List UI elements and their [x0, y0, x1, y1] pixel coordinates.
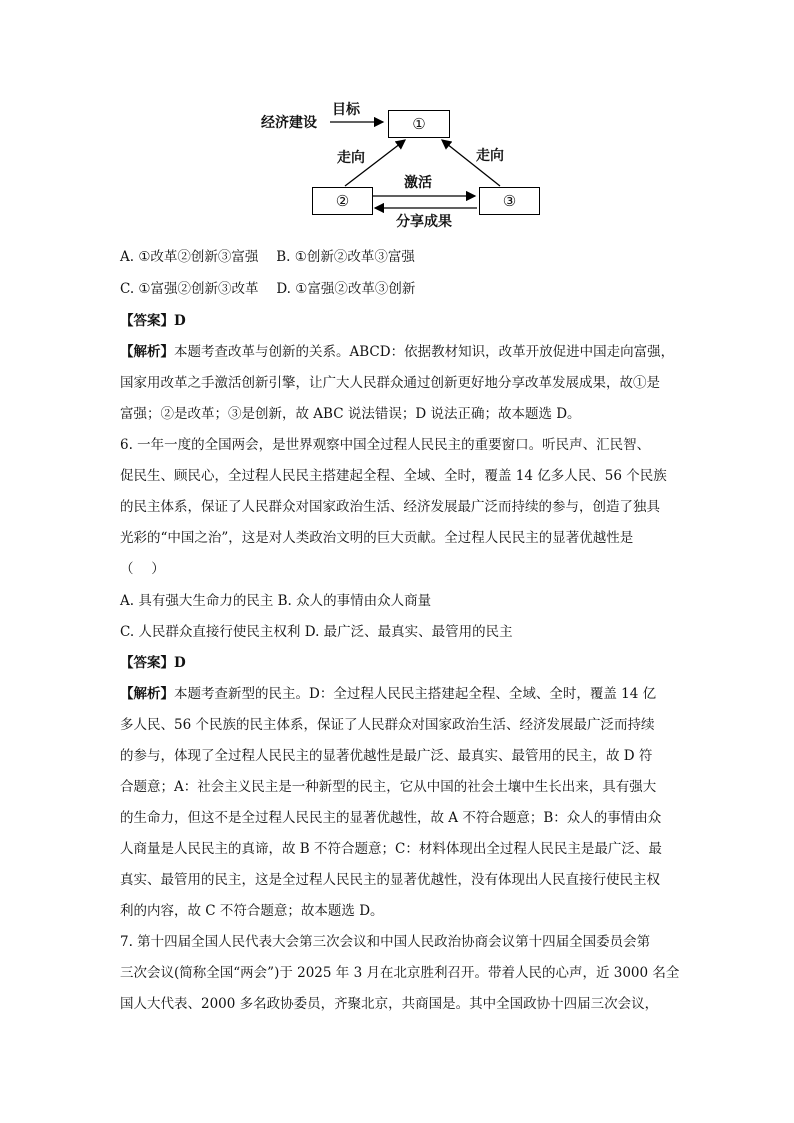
q6-analysis-line4: 合题意；A：社会主义民主是一种新型的民主，它从中国的社会土壤中生长出来，具有强大	[120, 779, 657, 795]
q6-stem-line3: 的民主体系，保证了人民群众对国家政治生活、经济发展最广泛而持续的参与，创造了独具	[120, 499, 660, 515]
q6-stem-blank: （ ）	[120, 561, 165, 577]
analysis-text: 本题考查改革与创新的关系。ABCD：依据教材知识，改革开放促进中国走向富强，	[174, 344, 675, 360]
q5-analysis-line2: 国家用改革之手激活创新引擎，让广大人民群众通过创新更好地分享改革发展成果，故①是	[120, 375, 660, 391]
box-2: ②	[312, 187, 373, 215]
q6-options-row2: C. 人民群众直接行使民主权利 D. 最广泛、最真实、最管用的民主	[120, 624, 513, 640]
q7-stem-line2: 三次会议(简称全国“两会”)于 2025 年 3 月在北京胜利召开。带着人民的心声，近 3000 名全	[120, 965, 680, 981]
right-arrow-label: 走向	[476, 148, 504, 164]
q5-analysis-line1	[120, 343, 674, 361]
q6-stem-line2: 促民生、顾民心，全过程人民民主搭建起全程、全域、全时，覆盖 14 亿多人民、56 个民族	[120, 468, 667, 484]
q6-analysis-line5: 的生命力，但这不是全过程人民民主的显著优越性，故 A 不符合题意；B：众人的事情由众	[120, 810, 662, 826]
q6-analysis-line2: 多人民、56 个民族的民主体系，保证了人民群众对国家政治生活、经济发展最广泛而持续	[120, 717, 655, 733]
q6-stem-line4: 光彩的“中国之治”，这是对人类政治文明的巨大贡献。全过程人民民主的显著优越性是	[120, 530, 634, 546]
left-arrow-label: 走向	[337, 150, 365, 166]
q6-stem-line1: 6. 一年一度的全国两会，是世界观察中国全过程人民民主的重要窗口。听民声、汇民智、	[120, 437, 651, 453]
q6-analysis-line3: 的参与，体现了全过程人民民主的显著优越性是最广泛、最真实、最管用的民主，故 D 符	[120, 748, 653, 764]
q6-analysis-line7: 真实、最管用的民主，这是全过程人民民主的显著优越性，没有体现出人民直接行使民主权	[120, 872, 660, 888]
q7-stem-line3: 国人大代表、2000 多名政协委员，齐聚北京，共商国是。其中全国政协十四届三次会议，	[120, 996, 659, 1012]
share-label: 分享成果	[396, 214, 452, 230]
q6-answer: 【答案】D	[120, 655, 186, 671]
q5-options-row2: C. ①富强②创新③改革 D. ①富强②改革③创新	[120, 281, 416, 297]
q6-options-row1: A. 具有强大生命力的民主 B. 众人的事情由众人商量	[120, 593, 432, 609]
target-label: 目标	[332, 102, 360, 118]
analysis-text: 本题考查新型的民主。D：全过程人民民主搭建起全程、全域、全时，覆盖 14 亿	[174, 686, 657, 702]
q6-analysis-line8: 利的内容，故 C 不符合题意；故本题选 D。	[120, 903, 384, 919]
box-3: ③	[479, 187, 540, 215]
analysis-tag: 【解析】	[120, 686, 174, 702]
left-label: 经济建设	[261, 115, 317, 131]
box-1: ①	[388, 110, 450, 138]
q5-answer: 【答案】D	[120, 313, 186, 329]
q5-options-row1: A. ①改革②创新③富强 B. ①创新②改革③富强	[120, 249, 415, 265]
flow-diagram	[255, 98, 555, 228]
q7-stem-line1: 7. 第十四届全国人民代表大会第三次会议和中国人民政治协商会议第十四届全国委员会第	[120, 934, 651, 950]
q5-analysis-line3: 富强；②是改革；③是创新，故 ABC 说法错误；D 说法正确；故本题选 D。	[120, 406, 581, 422]
q6-analysis-line1	[120, 685, 656, 703]
analysis-tag: 【解析】	[120, 344, 174, 360]
activate-label: 激活	[404, 175, 432, 191]
q6-analysis-line6: 人商量是人民民主的真谛，故 B 不符合题意；C：材料体现出全过程人民民主是最广泛、最	[120, 841, 662, 857]
